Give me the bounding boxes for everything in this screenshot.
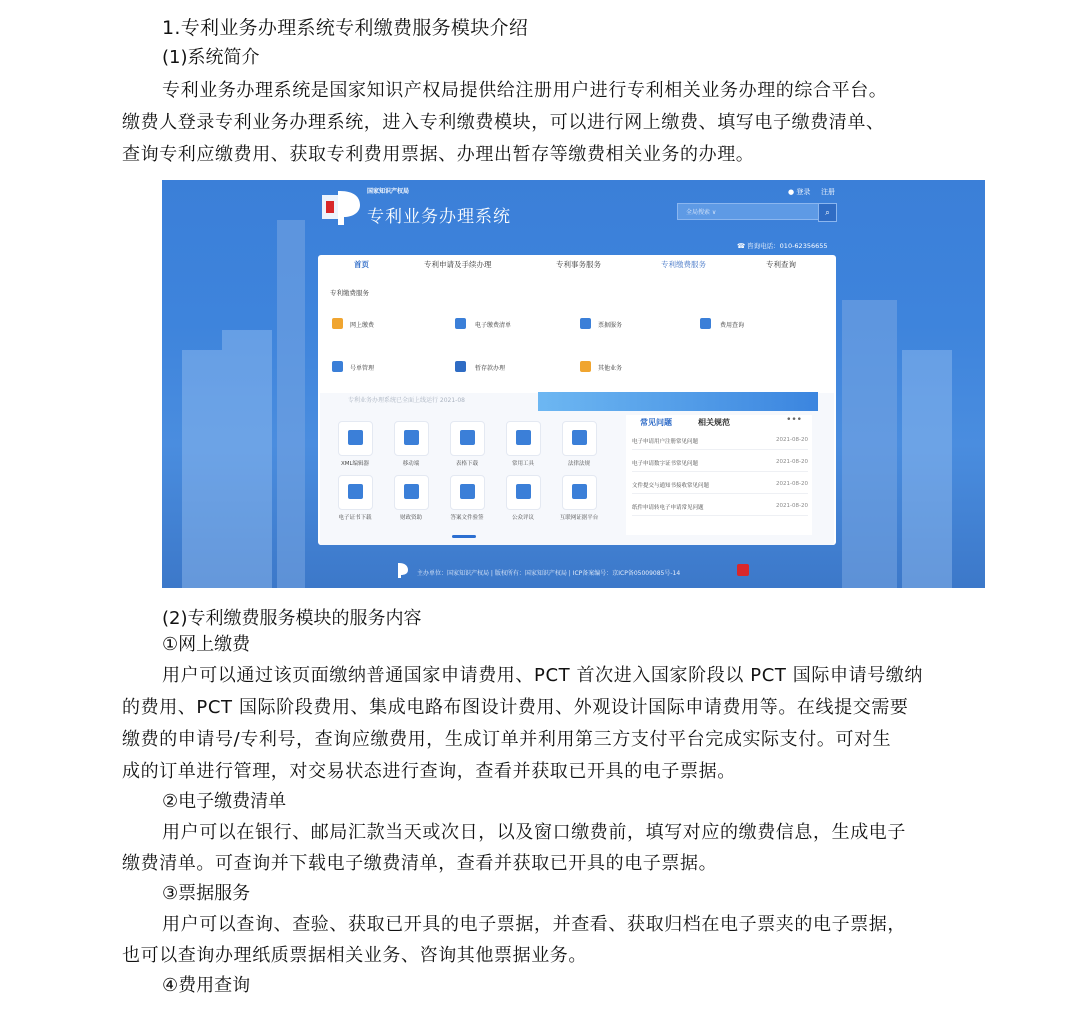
nav-fee-service[interactable]: 专利缴费服务 bbox=[661, 260, 706, 269]
faq-item[interactable] bbox=[632, 503, 808, 516]
menu-label: 专利缴费服务 bbox=[330, 289, 369, 297]
faq-title: 电子申请用户注册常见问题 bbox=[632, 439, 699, 445]
background-building bbox=[222, 330, 272, 588]
item2-title: ②电子缴费清单 bbox=[162, 791, 287, 812]
cnipa-logo bbox=[322, 187, 366, 225]
more-icon[interactable]: ••• bbox=[786, 415, 802, 425]
certificate-icon bbox=[348, 484, 363, 499]
tool-label: 常用工具 bbox=[511, 461, 534, 467]
other-business-icon bbox=[580, 361, 591, 372]
tool-label: 表格下载 bbox=[455, 461, 478, 467]
menu-item-other-business[interactable]: 其他业务 bbox=[598, 365, 623, 372]
menu-item-temp-deposit[interactable]: 暂存款办理 bbox=[475, 365, 506, 372]
gov-badge-icon[interactable] bbox=[737, 564, 749, 576]
footer-logo bbox=[393, 562, 409, 578]
menu-item-online-payment[interactable]: 网上缴费 bbox=[350, 322, 375, 329]
public-review-icon bbox=[516, 484, 531, 499]
paragraph-line: 也可以查询办理纸质票据相关业务、咨询其他票据业务。 bbox=[122, 945, 587, 966]
item4-title: ④费用查询 bbox=[162, 975, 251, 996]
carousel-indicator[interactable] bbox=[452, 535, 476, 538]
tool-evidence-platform[interactable] bbox=[562, 475, 597, 510]
tool-mobile[interactable] bbox=[394, 421, 429, 456]
paragraph-line: 缴费人登录专利业务办理系统，进入专利缴费模块，可以进行网上缴费、填写电子缴费清单、 bbox=[122, 112, 885, 133]
search-icon: ⌕ bbox=[825, 208, 830, 217]
paragraph-line: 查询专利应缴费用、获取专利费用票据、办理出暂存等缴费相关业务的办理。 bbox=[122, 144, 755, 165]
faq-item[interactable] bbox=[632, 481, 808, 494]
receipt-service-icon bbox=[580, 318, 591, 329]
payment-list-icon bbox=[455, 318, 466, 329]
tool-label: 互联网证据平台 bbox=[559, 515, 599, 521]
signature-icon bbox=[460, 484, 475, 499]
tool-certificate-download[interactable] bbox=[338, 475, 373, 510]
faq-item[interactable] bbox=[632, 437, 808, 450]
laws-icon bbox=[572, 430, 587, 445]
item3-title: ③票据服务 bbox=[162, 883, 251, 904]
search-input[interactable] bbox=[677, 203, 824, 220]
online-payment-icon bbox=[332, 318, 343, 329]
tool-public-review[interactable] bbox=[506, 475, 541, 510]
tool-common-tools[interactable] bbox=[506, 421, 541, 456]
doc-heading: 1.专利业务办理系统专利缴费服务模块介绍 bbox=[162, 17, 529, 39]
register-link[interactable]: 注册 bbox=[821, 188, 835, 196]
nav-query[interactable]: 专利查询 bbox=[766, 260, 796, 269]
paragraph-line: 缴费清单。可查询并下载电子缴费清单，查看并获取已开具的电子票据。 bbox=[122, 853, 718, 874]
financial-aid-icon bbox=[404, 484, 419, 499]
section1-title: (1)系统简介 bbox=[162, 47, 260, 68]
tool-financial-aid[interactable] bbox=[394, 475, 429, 510]
nav-affairs[interactable]: 专利事务服务 bbox=[556, 260, 601, 269]
faq-date: 2021-08-20 bbox=[776, 459, 808, 465]
tool-label: 财政资助 bbox=[399, 515, 422, 521]
tool-label: 移动端 bbox=[402, 461, 420, 467]
banner-text: 专利业务办理系统已全面上线运行 2021-08 bbox=[348, 397, 465, 404]
menu-item-number-manage[interactable]: 号单管理 bbox=[350, 365, 375, 372]
section2-title: (2)专利缴费服务模块的服务内容 bbox=[162, 608, 422, 629]
phone-number: ☎ 咨询电话：010-62356655 bbox=[737, 242, 828, 250]
xml-editor-icon bbox=[348, 430, 363, 445]
paragraph-line: 用户可以查询、查验、获取已开具的电子票据，并查看、获取归档在电子票夹的电子票据， bbox=[162, 914, 906, 935]
background-building bbox=[277, 220, 305, 588]
faq-date: 2021-08-20 bbox=[776, 503, 808, 509]
paragraph-line: 用户可以在银行、邮局汇款当天或次日，以及窗口缴费前，填写对应的缴费信息，生成电子 bbox=[162, 822, 906, 843]
menu-item-payment-list[interactable]: 电子缴费清单 bbox=[475, 322, 512, 329]
fee-query-icon bbox=[700, 318, 711, 329]
tab-regulations[interactable]: 相关规范 bbox=[698, 418, 730, 427]
paragraph-line: 专利业务办理系统是国家知识产权局提供给注册用户进行专利相关业务办理的综合平台。 bbox=[162, 80, 888, 101]
tool-laws[interactable] bbox=[562, 421, 597, 456]
temp-deposit-icon bbox=[455, 361, 466, 372]
tool-xml-editor[interactable] bbox=[338, 421, 373, 456]
faq-date: 2021-08-20 bbox=[776, 437, 808, 443]
background-building bbox=[902, 350, 952, 588]
background-building bbox=[182, 350, 222, 588]
faq-title: 纸件申请转电子申请常见问题 bbox=[632, 505, 704, 511]
tool-form-download[interactable] bbox=[450, 421, 485, 456]
search-button[interactable] bbox=[818, 203, 837, 222]
tool-label: 公众评议 bbox=[511, 515, 534, 521]
evidence-platform-icon bbox=[572, 484, 587, 499]
tool-label: 答案文件验签 bbox=[450, 515, 484, 521]
faq-title: 文件提交与通知书接收常见问题 bbox=[632, 483, 710, 489]
faq-title: 电子申请数字证书常见问题 bbox=[632, 461, 699, 467]
login-link[interactable]: ● 登录 bbox=[788, 188, 811, 196]
nav-home[interactable]: 首页 bbox=[354, 260, 369, 269]
nav-application[interactable]: 专利申请及手续办理 bbox=[424, 260, 492, 269]
tool-signature-verify[interactable] bbox=[450, 475, 485, 510]
tool-label: 电子证书下载 bbox=[338, 515, 372, 521]
common-tools-icon bbox=[516, 430, 531, 445]
faq-item[interactable] bbox=[632, 459, 808, 472]
item1-title: ①网上缴费 bbox=[162, 634, 251, 655]
login-label: 登录 bbox=[796, 188, 811, 196]
promo-banner[interactable] bbox=[538, 392, 818, 411]
tool-label: XML编辑器 bbox=[340, 461, 370, 467]
number-manage-icon bbox=[332, 361, 343, 372]
phone-label: 咨询电话：010-62356655 bbox=[747, 242, 828, 250]
search-placeholder: 全局搜索 ∨ bbox=[686, 209, 717, 216]
paragraph-line: 用户可以通过该页面缴纳普通国家申请费用、PCT 首次进入国家阶段以 PCT 国际申请号缴纳 bbox=[162, 665, 923, 686]
faq-panel bbox=[626, 415, 812, 535]
mobile-icon bbox=[404, 430, 419, 445]
tab-faq[interactable]: 常见问题 bbox=[640, 418, 672, 427]
system-screenshot bbox=[162, 180, 985, 588]
paragraph-line: 的费用、PCT 国际阶段费用、集成电路布图设计费用、外观设计国际申请费用等。在线提交需要 bbox=[122, 697, 909, 718]
faq-date: 2021-08-20 bbox=[776, 481, 808, 487]
main-panel bbox=[318, 255, 836, 545]
background-building bbox=[842, 300, 897, 588]
form-download-icon bbox=[460, 430, 475, 445]
paragraph-line: 成的订单进行管理，对交易状态进行查询，查看并获取已开具的电子票据。 bbox=[122, 761, 736, 782]
footer-text: 主办单位：国家知识产权局 | 版权所有：国家知识产权局 | ICP备案编号：京ICP备05009085号-14 bbox=[417, 570, 681, 577]
system-title: 专利业务办理系统 bbox=[367, 207, 511, 227]
menu-item-receipt-service[interactable]: 票据服务 bbox=[598, 322, 623, 329]
tool-label: 法律法规 bbox=[567, 461, 590, 467]
paragraph-line: 缴费的申请号/专利号，查询应缴费用，生成订单并利用第三方支付平台完成实际支付。可对生 bbox=[122, 729, 892, 750]
org-name: 国家知识产权局 bbox=[367, 188, 410, 195]
menu-item-fee-query[interactable]: 费用查询 bbox=[720, 322, 745, 329]
